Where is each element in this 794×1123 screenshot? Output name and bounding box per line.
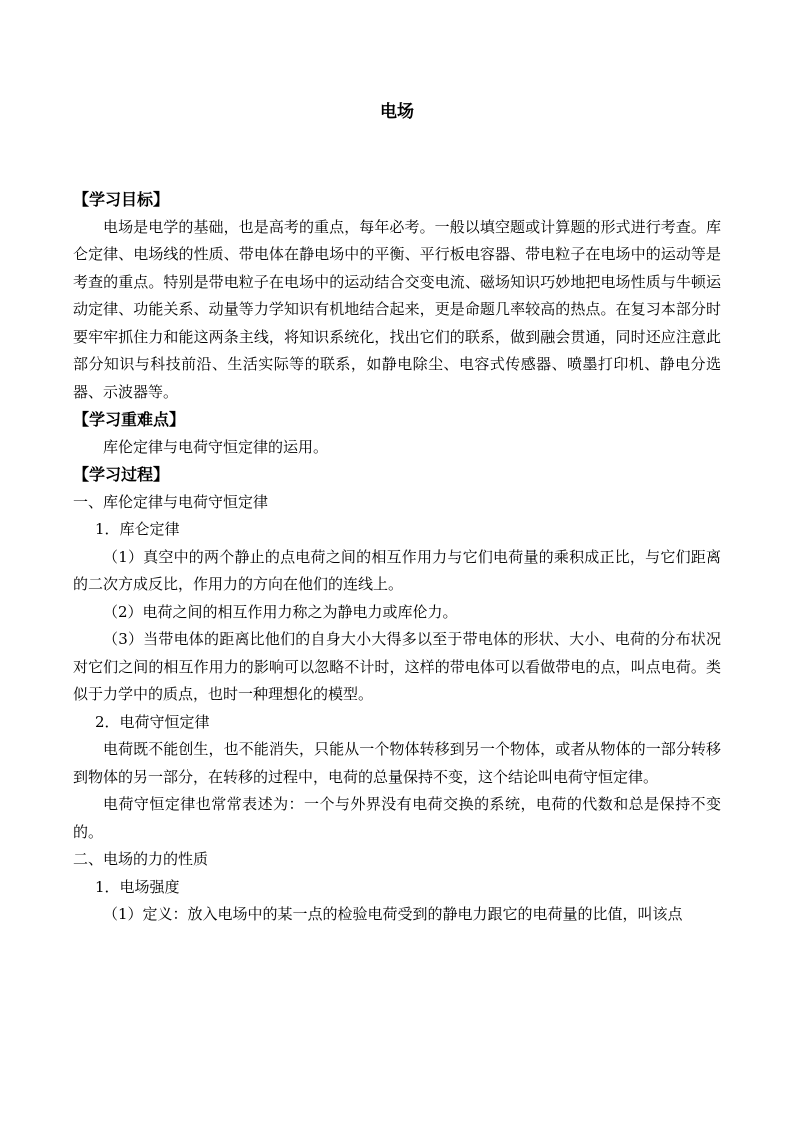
section-heading-goals: 【学习目标】 [73,190,170,209]
coulomb-item-3: （3）当带电体的距离比他们的自身大小大得多以至于带电体的形状、大小、电荷的分布状况对它们之间的相互作用力的影响可以忽略不计时，这样的带电体可以看做带电的点，叫点电荷。类似于力学中的质点，也时一种理想化的模型。 [73,630,721,703]
goals-paragraph: 电场是电学的基础，也是高考的重点，每年必考。一般以填空题或计算题的形式进行考查。库仑定律、电场线的性质、带电体在静电场中的平衡、平行板电容器、带电粒子在电场中的运动等是考查的重点。特别是带电粒子在电场中的运动结合交变电流、磁场知识巧妙地把电场性质与牛顿运动定律、功能关系、动量等力学知识有机地结合起来，更是命题几率较高的热点。在复习本部分时要牢牢抓住力和能这两条主线，将知识系统化，找出它们的联系，做到融会贯通，同时还应注意此部分知识与科技前沿、生活实际等的联系，如静电除尘、电容式传感器、喷墨打印机、静电分选器、示波器等。 [73,217,721,401]
part-heading-field-force: 二、电场的力的性质 [73,850,209,868]
subheading-charge-conservation: 2．电荷守恒定律 [95,712,210,731]
subheading-field-strength: 1．电场强度 [95,877,180,896]
section-heading-key-points: 【学习重难点】 [73,410,186,429]
key-points-paragraph: 库伦定律与电荷守恒定律的运用。 [103,437,329,456]
document-body [73,186,721,929]
charge-conservation-paragraph-1: 电荷既不能创生，也不能消失，只能从一个物体转移到另一个物体，或者从物体的一部分转移到物体的另一部分，在转移的过程中，电荷的总量保持不变，这个结论叫电荷守恒定律。 [73,740,721,786]
charge-conservation-paragraph-2: 电荷守恒定律也常常表述为：一个与外界没有电荷交换的系统，电荷的代数和总是保持不变的。 [73,795,721,841]
field-strength-item-1: （1）定义：放入电场中的某一点的检验电荷受到的静电力跟它的电荷量的比值，叫该点 [103,905,683,923]
coulomb-item-1: （1）真空中的两个静止的点电荷之间的相互作用力与它们电荷量的乘积成正比，与它们距离的二次方成反比，作用力的方向在他们的连线上。 [73,547,721,593]
document-title: 电场 [380,102,414,122]
coulomb-item-2: （2）电荷之间的相互作用力称之为静电力或库伦力。 [103,602,458,621]
section-heading-process: 【学习过程】 [73,465,170,484]
subheading-coulomb-law: 1．库仑定律 [95,520,180,538]
part-heading-coulomb: 一、库伦定律与电荷守恒定律 [73,492,269,511]
